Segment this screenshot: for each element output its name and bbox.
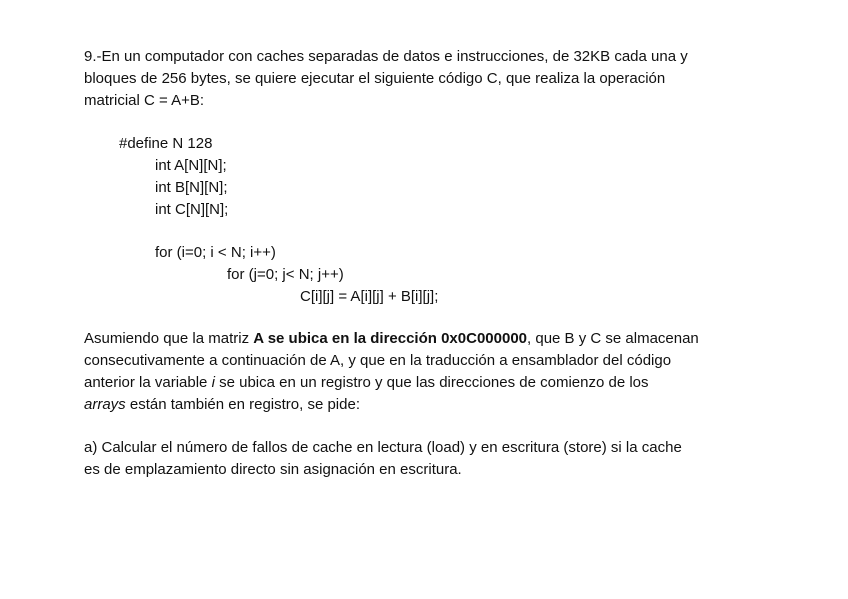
code-body: C[i][j] = A[i][j] + B[i][j]; [300, 288, 439, 305]
assumption-bold-address: A se ubica en la dirección 0x0C000000 [253, 330, 528, 347]
question-a [84, 437, 764, 481]
code-for-j: for (j=0; j< N; j++) [227, 266, 344, 283]
code-for-i: for (i=0; i < N; i++) [155, 244, 276, 261]
assumption-text: , que B y C se almacenan [527, 330, 699, 347]
problem-line: bloques de 256 bytes, se quiere ejecutar el siguiente código C, que realiza la operación [84, 70, 666, 87]
problem-line: matricial C = A+B: [84, 92, 205, 109]
code-decl-a: int A[N][N]; [155, 157, 227, 174]
question-line: es de emplazamiento directo sin asignación en escritura. [84, 461, 462, 478]
assumption-text: se ubica en un registro y que las direcciones de comienzo de los [214, 374, 649, 391]
problem-statement [84, 46, 764, 112]
assumption-text: anterior la variable [84, 374, 212, 391]
code-decl-c: int C[N][N]; [155, 201, 229, 218]
code-define: #define N 128 [119, 135, 213, 152]
assumption-line-1 [84, 328, 764, 350]
assumption-paragraph [84, 328, 764, 416]
question-line: a) Calcular el número de fallos de cache en lectura (load) y en escritura (store) si la cache [84, 439, 682, 456]
assumption-text: Asumiendo que la matriz [84, 330, 254, 347]
assumption-line-3 [84, 372, 764, 394]
assumption-italic-arrays: arrays [84, 396, 126, 413]
problem-line: 9.-En un computador con caches separadas de datos e instrucciones, de 32KB cada una y [84, 48, 688, 65]
code-decl-b: int B[N][N]; [155, 179, 228, 196]
assumption-line-4 [84, 394, 764, 416]
assumption-italic-var: i [211, 374, 215, 391]
assumption-line-2: consecutivamente a continuación de A, y que en la traducción a ensamblador del código [84, 352, 672, 369]
assumption-text: están también en registro, se pide: [125, 396, 360, 413]
